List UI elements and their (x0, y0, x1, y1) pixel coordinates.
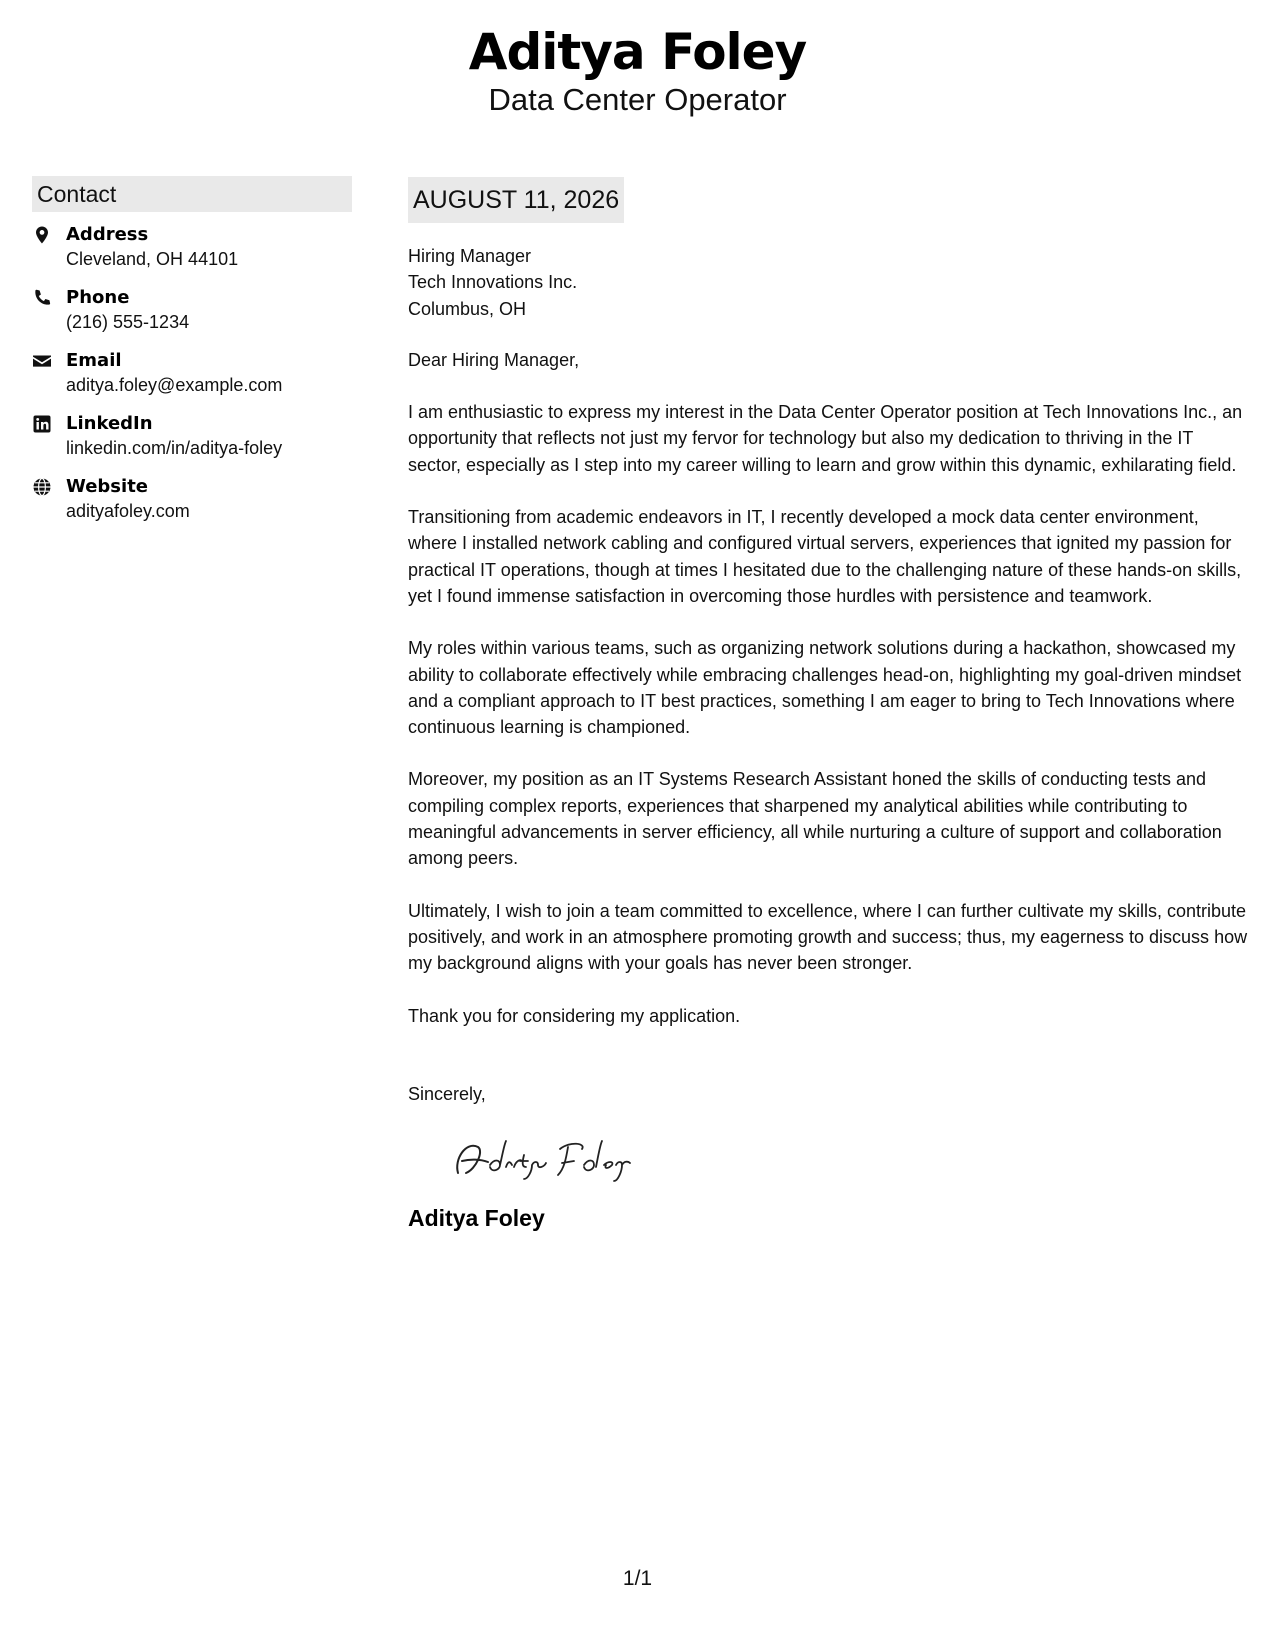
address-value: Cleveland, OH 44101 (66, 249, 239, 269)
contact-item-website (32, 474, 352, 537)
contact-sidebar (32, 176, 352, 537)
contact-item-phone (32, 285, 352, 348)
contact-heading: Contact (32, 176, 352, 212)
contact-item-address (32, 222, 352, 285)
handwritten-signature (436, 1129, 1248, 1189)
signer-name: Aditya Foley (408, 1205, 545, 1232)
website-label: Website (66, 476, 149, 497)
body-paragraph: Ultimately, I wish to join a team committed to excellence, where I can further cultivate my skills, contribute positively, and work in an atmosphere promoting growth and success; thus, my eagerness to discuss how my background aligns with your goals has never been stronger. (408, 900, 1248, 974)
contact-item-linkedin (32, 411, 352, 474)
applicant-name: Aditya Foley (468, 23, 807, 81)
address-label: Address (66, 224, 149, 245)
contact-list (32, 222, 352, 537)
linkedin-icon (32, 411, 66, 434)
phone-icon (32, 285, 66, 308)
recipient-line: Columbus, OH (408, 298, 527, 319)
letter-header (0, 22, 1275, 118)
linkedin-value: linkedin.com/in/aditya-foley (66, 438, 283, 458)
letter-body (408, 177, 1248, 1233)
body-paragraph: Transitioning from academic endeavors in IT, I recently developed a mock data center environment, where I installed network cabling and configured virtual servers, experiences that ignited my passion for practical IT operations, though at times I hesitated due to the challenging nature of these hands-on skills, yet I found immense satisfaction in overcoming those hurdles with persistence and teamwork. (408, 507, 1242, 606)
recipient-line: Hiring Manager (408, 246, 532, 266)
recipient-block (408, 243, 1248, 322)
body-paragraph: Thank you for considering my application. (408, 1005, 741, 1026)
linkedin-label: LinkedIn (66, 413, 153, 434)
website-value: adityafoley.com (66, 501, 190, 521)
signature-graphic (436, 1129, 656, 1189)
job-title: Data Center Operator (488, 82, 787, 117)
recipient-line: Tech Innovations Inc. (408, 272, 578, 293)
contact-item-email (32, 348, 352, 411)
email-value: aditya.foley@example.com (66, 375, 283, 395)
closing: Sincerely, (408, 1083, 486, 1104)
body-paragraph: My roles within various teams, such as organizing network solutions during a hackathon, showcased my ability to collaborate effectively while embracing challenges head-on, highlighting my goal-driven mindset and a compliant approach to IT best practices, something I am eager to bring to Tech Innovations where continuous learning is championed. (408, 638, 1242, 738)
body-paragraph: Moreover, my position as an IT Systems Research Assistant honed the skills of conducting tests and compiling complex reports, experiences that sharpened my analytical abilities while contributing to meaningful advancements in server efficiency, all while nurturing a culture of support and collaboration among peers. (408, 769, 1222, 869)
globe-icon (32, 474, 66, 497)
letter-date: AUGUST 11, 2026 (408, 177, 624, 223)
email-label: Email (66, 350, 122, 371)
phone-value: (216) 555-1234 (66, 312, 190, 332)
salutation: Dear Hiring Manager, (408, 349, 580, 370)
map-pin-icon (32, 222, 66, 245)
phone-label: Phone (66, 287, 130, 308)
body-paragraph: I am enthusiastic to express my interest in the Data Center Operator position at Tech Innovations Inc., an opportunity that reflects not just my fervor for technology but also my dedication to thriving in the IT sector, especially as I step into my career willing to learn and grow within this dynamic, exhilarating field. (408, 402, 1243, 475)
page-number: 1/1 (622, 1567, 653, 1590)
envelope-icon (32, 348, 66, 371)
